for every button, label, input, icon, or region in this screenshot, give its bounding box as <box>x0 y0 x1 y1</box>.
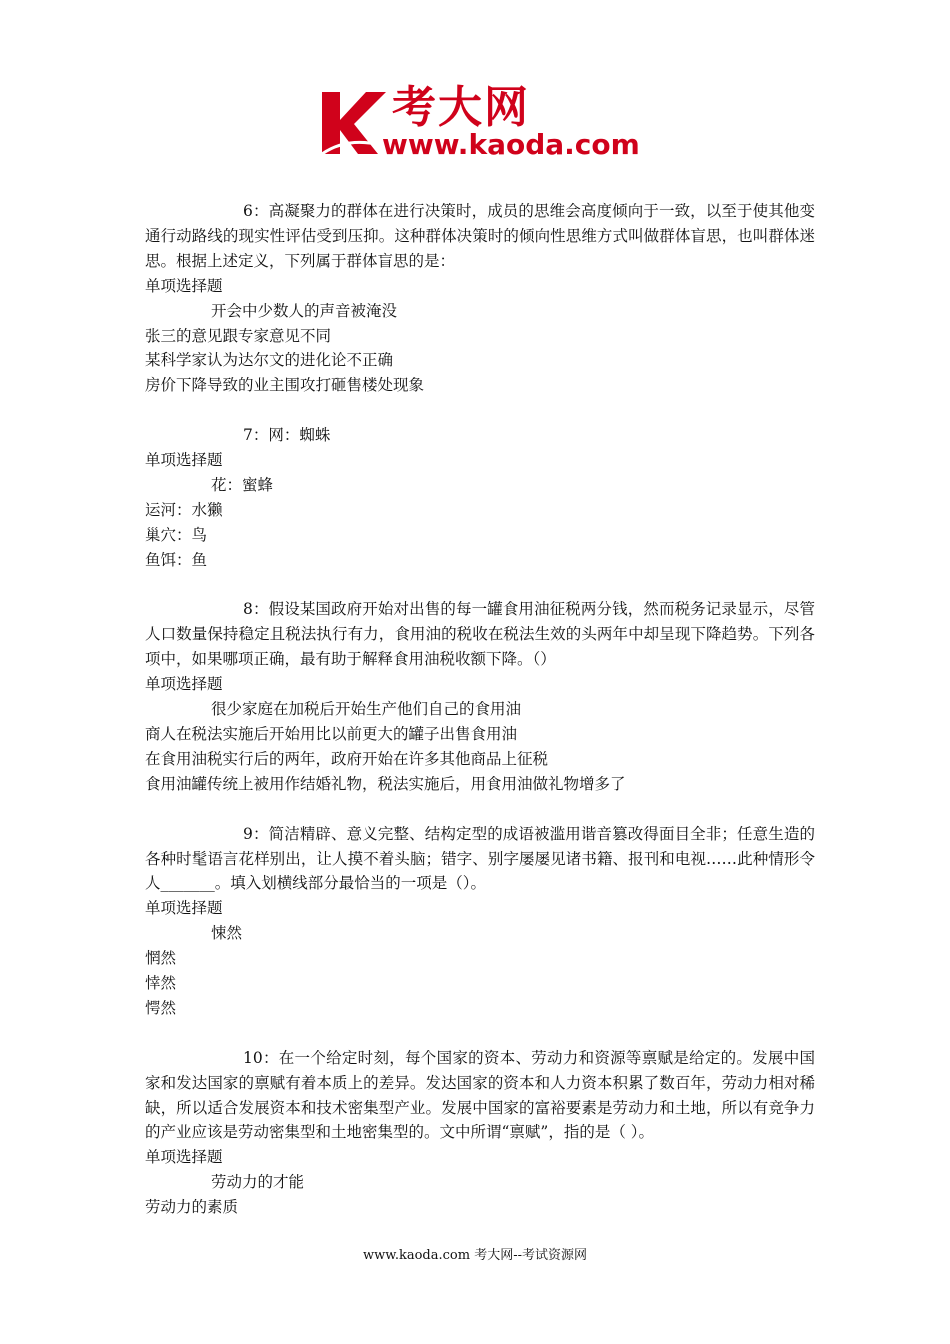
logo-text-cn: 考大网 <box>392 82 530 133</box>
option-item: 劳动力的素质 <box>145 1198 239 1217</box>
question-stem: 7：网：蜘蛛 <box>243 426 331 445</box>
option-item: 愕然 <box>145 998 177 1017</box>
option-item: 食用油罐传统上被用作结婚礼物，税法实施后，用食用油做礼物增多了 <box>145 774 626 793</box>
k-logo-icon <box>318 86 390 158</box>
option-item: 很少家庭在加税后开始生产他们自己的食用油 <box>211 700 522 719</box>
option-item: 巢穴：鸟 <box>145 525 208 544</box>
option-item: 商人在税法实施后开始用比以前更大的罐子出售食用油 <box>145 725 518 743</box>
question-item <box>145 822 815 1021</box>
question-list <box>145 199 815 1245</box>
option-item: 花：蜜蜂 <box>211 475 274 494</box>
question-stem: 8：假设某国政府开始对出售的每一罐食用油征税两分钱，然而税务记录显示，尽管人口数量保持稳定且税法执行有力，食用油的税收在税法生效的头两年中却呈现下降趋势。下列各项中，如果哪项正确，最有助于解释食用油税收额下降。（） <box>145 600 815 669</box>
question-type: 单项选择题 <box>145 675 223 694</box>
question-stem: 6：高凝聚力的群体在进行决策时，成员的思维会高度倾向于一致，以至于使其他变通行动路线的现实性评估受到压抑。这种群体决策时的倾向性思维方式叫做群体盲思，也叫群体迷思。根据上述定义，下列属于群体盲思的是： <box>145 202 815 270</box>
question-type: 单项选择题 <box>145 451 223 470</box>
page-footer: www.kaoda.com 考大网--考试资源网 <box>363 1248 587 1263</box>
question-type: 单项选择题 <box>145 899 223 918</box>
option-item: 惘然 <box>145 949 177 968</box>
option-item: 张三的意见跟专家意见不同 <box>145 326 332 345</box>
question-item <box>145 423 815 572</box>
option-item: 房价下降导致的业主围攻打砸售楼处现象 <box>145 376 425 395</box>
question-item <box>145 199 815 398</box>
option-item: 劳动力的才能 <box>211 1173 305 1192</box>
question-type: 单项选择题 <box>145 1148 223 1167</box>
site-logo <box>318 82 638 160</box>
logo-text-url: www.kaoda.com <box>382 128 640 161</box>
option-item: 悚然 <box>211 924 243 943</box>
option-item: 开会中少数人的声音被淹没 <box>211 301 398 320</box>
option-item: 某科学家认为达尔文的进化论不正确 <box>145 351 394 370</box>
question-stem: 10：在一个给定时刻，每个国家的资本、劳动力和资源等禀赋是给定的。发展中国家和发达国家的禀赋有着本质上的差异。发达国家的资本和人力资本积累了数百年，劳动力相对稀缺，所以适合发展资本和技术密集型产业。发展中国家的富裕要素是劳动力和土地，所以有竞争力的产业应该是劳动密集型和土地密集型的。文中所谓“禀赋”，指的是（ ）。 <box>145 1048 815 1142</box>
question-item <box>145 1046 815 1220</box>
option-item: 悻然 <box>145 974 177 993</box>
question-stem: 9：简洁精辟、意义完整、结构定型的成语被滥用谐音篡改得面目全非；任意生造的各种时髦语言花样别出，让人摸不着头脑；错字、别字屡屡见诸书籍、报刊和电视……此种情形令人_______。填入划横线部分最恰当的一项是（）。 <box>145 824 815 893</box>
option-item: 运河：水獭 <box>145 500 223 519</box>
question-type: 单项选择题 <box>145 276 223 295</box>
question-item <box>145 597 815 796</box>
option-item: 在食用油税实行后的两年，政府开始在许多其他商品上征税 <box>145 749 549 768</box>
option-item: 鱼饵：鱼 <box>145 550 208 569</box>
